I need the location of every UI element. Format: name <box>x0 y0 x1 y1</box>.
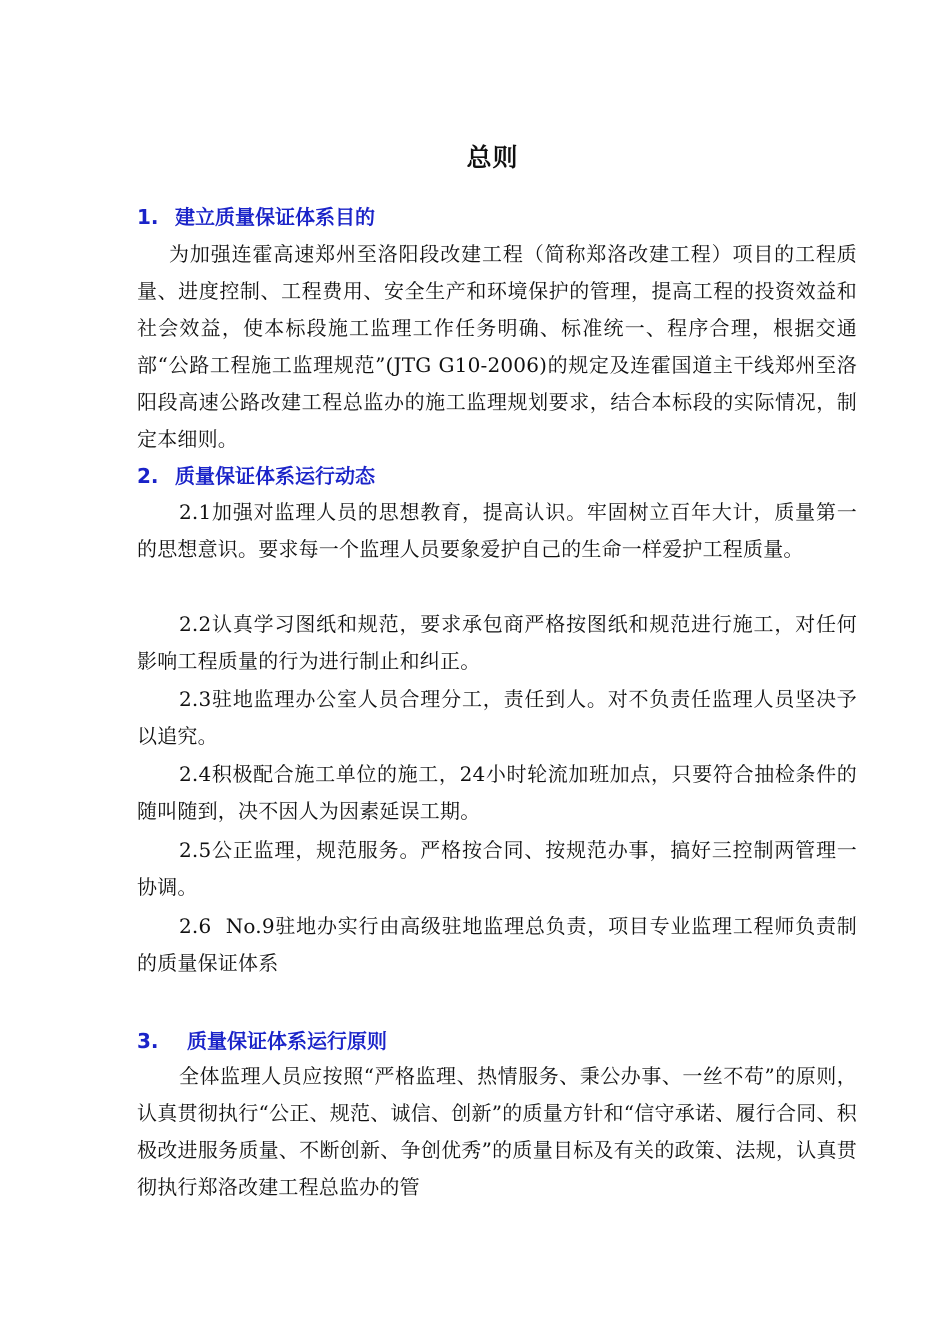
section-heading-text: 质量保证体系运行动态 <box>175 464 375 488</box>
section-heading-3 <box>137 1025 387 1054</box>
paragraph-2-1: 2.1加强对监理人员的思想教育，提高认识。牢固树立百年大计，质量第一的思想意识。要求每一个监理人员要象爱护自己的生命一样爱护工程质量。 <box>137 500 857 561</box>
paragraph-2-5: 2.5公正监理，规范服务。严格按合同、按规范办事，搞好三控制两管理一协调。 <box>137 838 857 899</box>
paragraph-2-3: 2.3驻地监理办公室人员合理分工，责任到人。对不负责任监理人员坚决予以追究。 <box>137 687 857 748</box>
section-number: 3. <box>137 1029 159 1053</box>
paragraph-2-4: 2.4积极配合施工单位的施工，24小时轮流加班加点，只要符合抽检条件的随叫随到，决不因人为因素延误工期。 <box>137 762 857 823</box>
section-number: 2. <box>137 464 159 488</box>
paragraph-purpose: 为加强连霍高速郑州至洛阳段改建工程（简称郑洛改建工程）项目的工程质量、进度控制、工程费用、安全生产和环境保护的管理，提高工程的投资效益和社会效益，使本标段施工监理工作任务明确、标准统一、程序合理，根据交通部“公路工程施工监理规范”(JTG G10-2006)的规定及连霍国道主干线郑州至洛阳段高速公路改建工程总监办的施工监理规划要求，结合本标段的实际情况，制定本细则。 <box>137 242 857 451</box>
section-heading-2 <box>137 460 375 489</box>
paragraph-2-2: 2.2认真学习图纸和规范，要求承包商严格按图纸和规范进行施工，对任何影响工程质量的行为进行制止和纠正。 <box>137 612 857 673</box>
section-heading-text: 建立质量保证体系目的 <box>175 205 375 229</box>
section-heading-text: 质量保证体系运行原则 <box>187 1029 387 1053</box>
section-heading-1 <box>137 201 375 230</box>
paragraph-2-6: 2.6 No.9驻地办实行由高级驻地监理总负责，项目专业监理工程师负责制的质量保证体系 <box>137 914 857 975</box>
section-number: 1. <box>137 205 159 229</box>
page-title: 总则 <box>466 143 519 172</box>
paragraph-principles: 全体监理人员应按照“严格监理、热情服务、秉公办事、一丝不苟”的原则，认真贯彻执行“公正、规范、诚信、创新”的质量方针和“信守承诺、履行合同、积极改进服务质量、不断创新、争创优秀”的质量目标及有关的政策、法规，认真贯彻执行郑洛改建工程总监办的管 <box>137 1064 857 1199</box>
